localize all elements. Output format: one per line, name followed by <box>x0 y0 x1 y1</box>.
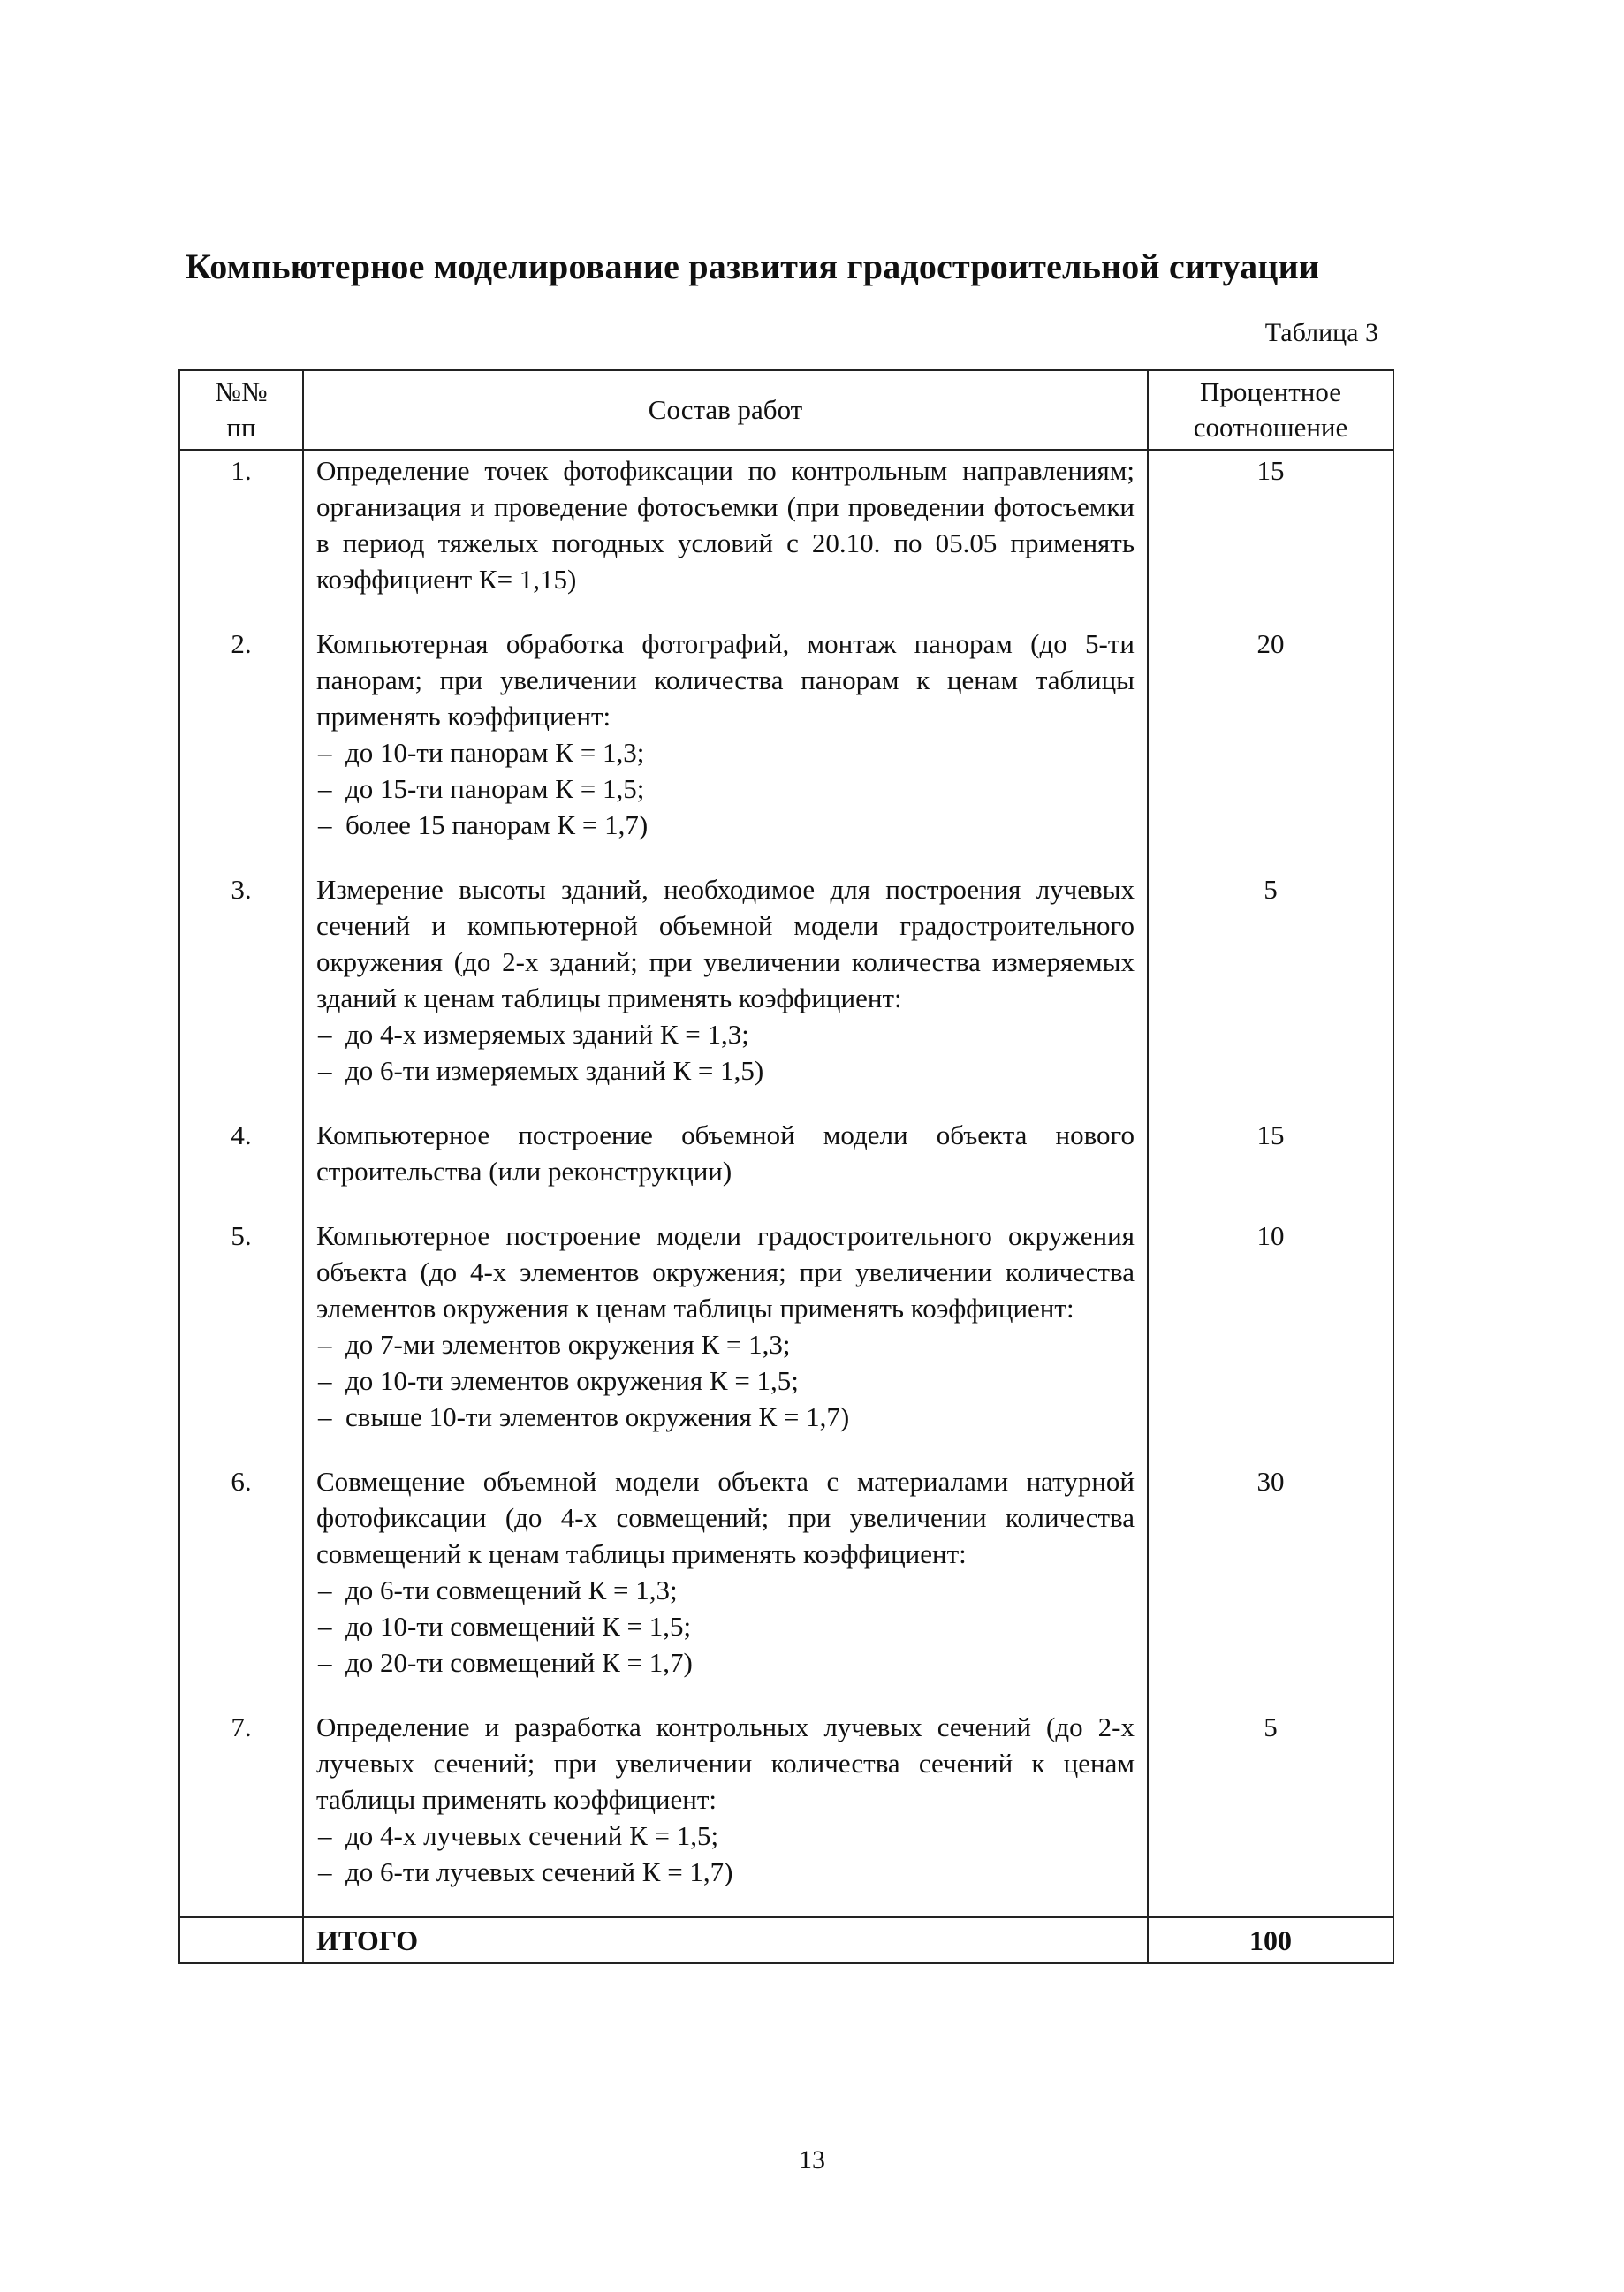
header-number <box>179 370 303 450</box>
row-work-description <box>303 1461 1148 1707</box>
coefficient-item: – до 10-ти совмещений К = 1,5; <box>316 1608 1135 1644</box>
header-number-line-2: пп <box>226 412 256 443</box>
table-body <box>179 450 1393 1917</box>
row-number: 1. <box>179 450 303 624</box>
total-label: ИТОГО <box>303 1917 1148 1963</box>
coefficient-item: – до 15-ти панорам К = 1,5; <box>316 770 1135 807</box>
coefficient-list <box>316 734 1135 843</box>
page-number: 13 <box>799 2145 825 2174</box>
row-percent: 5 <box>1148 1707 1393 1917</box>
coefficient-item: – более 15 панорам К = 1,7) <box>316 807 1135 843</box>
work-text: Измерение высоты зданий, необходимое для построения лучевых сечений и компьютерной объемной модели градостроительного окружения (до 2-х зданий; при увеличении количества измеряемых зданий к ценам таблицы применять коэффициент: <box>316 874 1135 1013</box>
coefficient-list <box>316 1818 1135 1890</box>
page-title: Компьютерное моделирование развития градостроительной ситуации <box>186 247 1320 286</box>
row-number: 6. <box>179 1461 303 1707</box>
coefficient-item: – до 10-ти элементов окружения К = 1,5; <box>316 1362 1135 1399</box>
work-text: Компьютерная обработка фотографий, монтаж панорам (до 5-ти панорам; при увеличении количества панорам к ценам таблицы применять коэффициент: <box>316 628 1135 732</box>
coefficient-item: – до 4-х лучевых сечений К = 1,5; <box>316 1818 1135 1854</box>
row-percent: 20 <box>1148 624 1393 869</box>
coefficient-item: – свыше 10-ти элементов окружения К = 1,7) <box>316 1399 1135 1435</box>
row-work-description <box>303 869 1148 1115</box>
header-percent-line-1: Процентное <box>1199 376 1342 407</box>
table-row <box>179 1216 1393 1461</box>
coefficient-item: – до 20-ти совмещений К = 1,7) <box>316 1644 1135 1681</box>
row-work-description <box>303 1216 1148 1461</box>
work-composition-table <box>178 369 1394 1964</box>
coefficient-item: – до 6-ти совмещений К = 1,3; <box>316 1572 1135 1608</box>
coefficient-item: – до 10-ти панорам К = 1,3; <box>316 734 1135 770</box>
table-row <box>179 450 1393 624</box>
row-work-description <box>303 1115 1148 1216</box>
table-header-row <box>179 370 1393 450</box>
coefficient-list <box>316 1326 1135 1435</box>
total-empty-cell <box>179 1917 303 1963</box>
table-row <box>179 624 1393 869</box>
total-row <box>179 1917 1393 1963</box>
table-label: Таблица 3 <box>1264 318 1378 347</box>
row-number: 2. <box>179 624 303 869</box>
table-row <box>179 869 1393 1115</box>
row-work-description <box>303 624 1148 869</box>
coefficient-item: – до 6-ти измеряемых зданий К = 1,5) <box>316 1052 1135 1089</box>
coefficient-item: – до 6-ти лучевых сечений К = 1,7) <box>316 1854 1135 1890</box>
row-number: 7. <box>179 1707 303 1917</box>
coefficient-list <box>316 1016 1135 1089</box>
row-number: 4. <box>179 1115 303 1216</box>
coefficient-item: – до 4-х измеряемых зданий К = 1,3; <box>316 1016 1135 1052</box>
table-row <box>179 1115 1393 1216</box>
table-row <box>179 1707 1393 1917</box>
row-number: 5. <box>179 1216 303 1461</box>
work-text: Определение точек фотофиксации по контрольным направлениям; организация и проведение фотосъемки (при проведении фотосъемки в период тяжелых погодных условий с 20.10. по 05.05 применять коэффициент К= 1,15) <box>316 455 1135 595</box>
work-text: Совмещение объемной модели объекта с материалами натурной фотофиксации (до 4-х совмещений; при увеличении количества совмещений к ценам таблицы применять коэффициент: <box>316 1466 1135 1569</box>
table-row <box>179 1461 1393 1707</box>
coefficient-list <box>316 1572 1135 1681</box>
header-percent <box>1148 370 1393 450</box>
row-work-description <box>303 1707 1148 1917</box>
row-percent: 15 <box>1148 450 1393 624</box>
work-text: Компьютерное построение модели градостроительного окружения объекта (до 4-х элементов окружения; при увеличении количества элементов окружения к ценам таблицы применять коэффициент: <box>316 1220 1135 1324</box>
row-percent: 15 <box>1148 1115 1393 1216</box>
row-percent: 30 <box>1148 1461 1393 1707</box>
row-percent: 5 <box>1148 869 1393 1115</box>
work-text: Определение и разработка контрольных лучевых сечений (до 2-х лучевых сечений; при увеличении количества сечений к ценам таблицы применять коэффициент: <box>316 1711 1135 1815</box>
row-percent: 10 <box>1148 1216 1393 1461</box>
header-percent-line-2: соотношение <box>1193 412 1348 443</box>
row-number: 3. <box>179 869 303 1115</box>
coefficient-item: – до 7-ми элементов окружения К = 1,3; <box>316 1326 1135 1362</box>
header-work: Состав работ <box>303 370 1148 450</box>
row-work-description <box>303 450 1148 624</box>
total-value: 100 <box>1148 1917 1393 1963</box>
work-text: Компьютерное построение объемной модели объекта нового строительства (или реконструкции) <box>316 1119 1135 1187</box>
header-number-line-1: №№ <box>215 376 268 407</box>
